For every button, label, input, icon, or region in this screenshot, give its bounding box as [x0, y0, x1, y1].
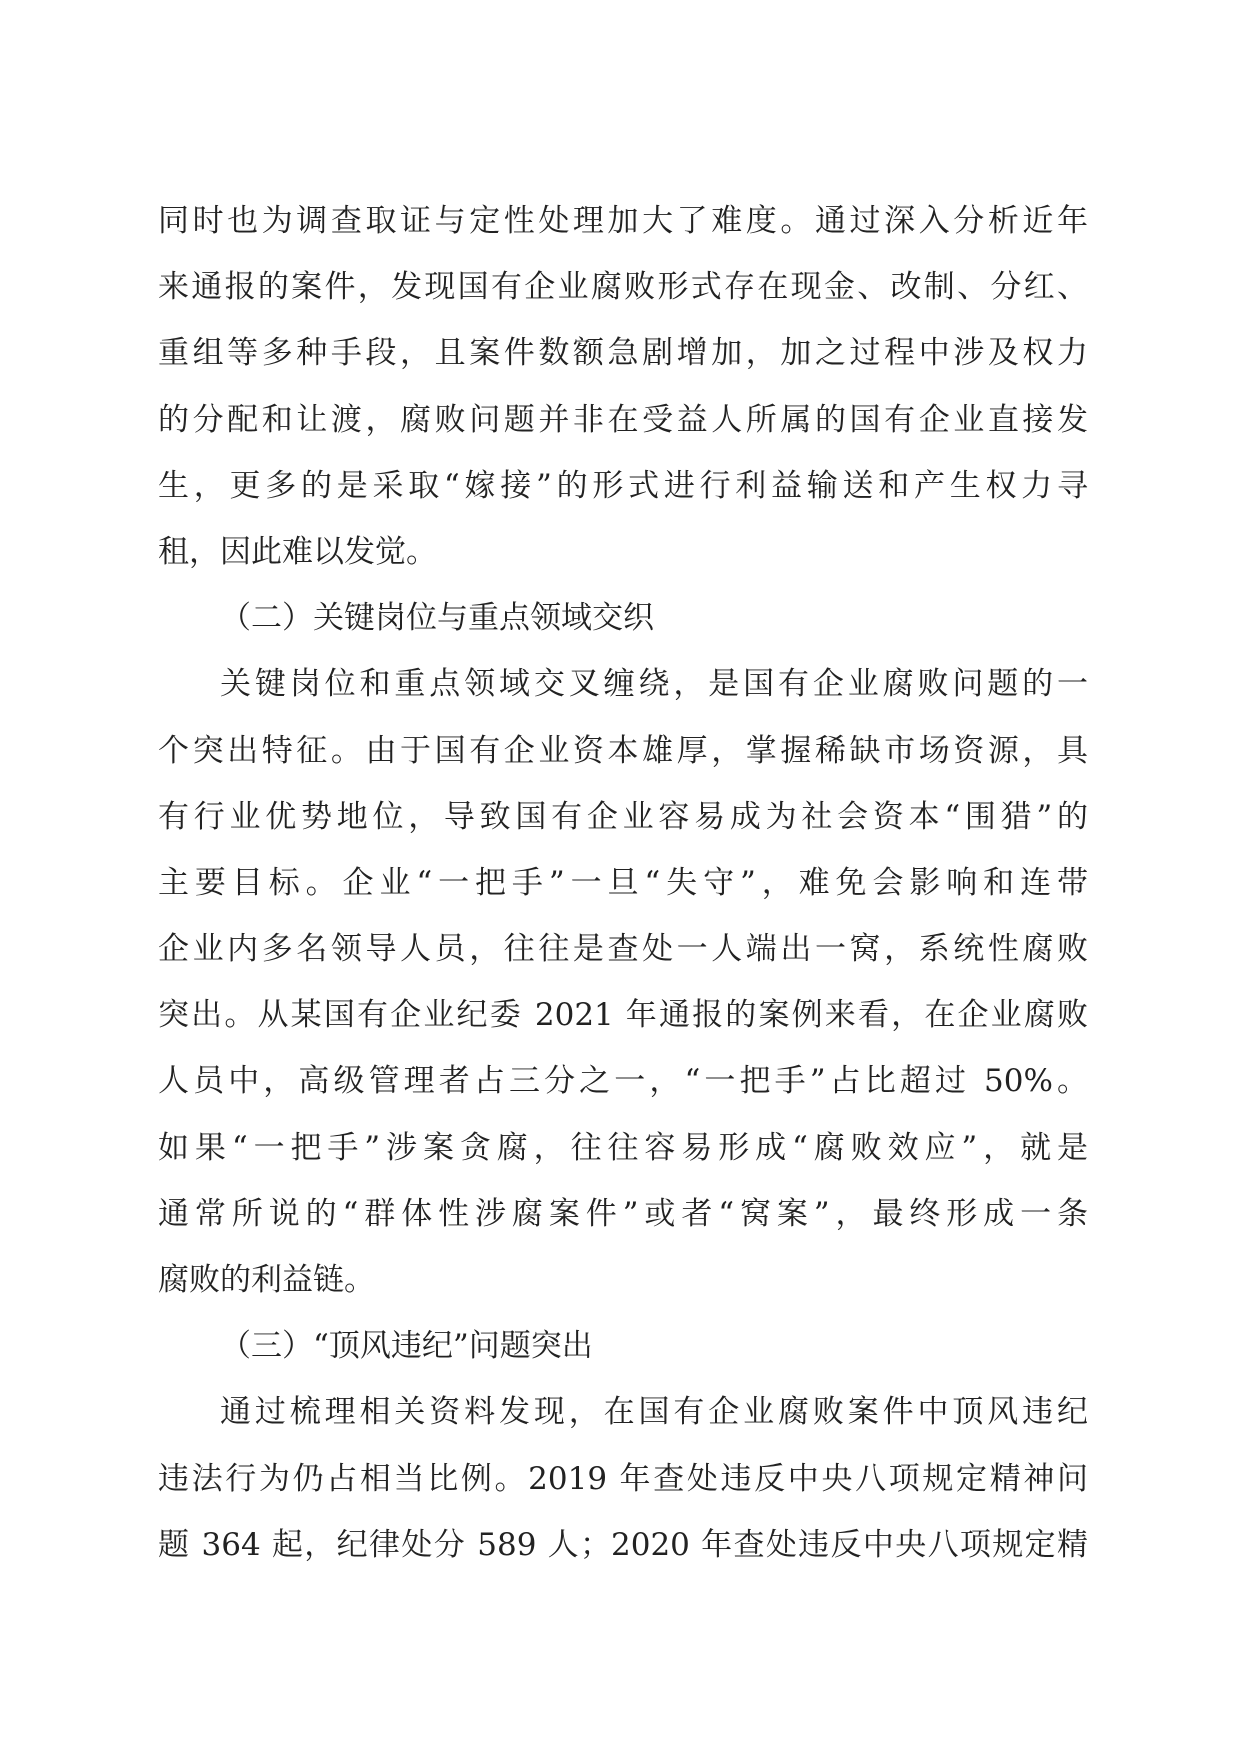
section-heading: （二）关键岗位与重点领域交织 [220, 600, 654, 637]
section-heading: （三）“顶风违纪”问题突出 [220, 1328, 593, 1365]
body-line: 人员中，高级管理者占三分之一，“一把手”占比超过 50%。 [158, 1063, 1088, 1100]
body-line: 租，因此难以发觉。 [158, 533, 437, 570]
body-line: 通常所说的“群体性涉腐案件”或者“窝案”，最终形成一条 [158, 1195, 1088, 1232]
body-line: 通过梳理相关资料发现，在国有企业腐败案件中顶风违纪 [220, 1394, 1088, 1431]
body-line: 如果“一把手”涉案贪腐，往往容易形成“腐败效应”，就是 [158, 1129, 1088, 1166]
document-body [158, 188, 1088, 1578]
body-line: 腐败的利益链。 [158, 1262, 375, 1298]
body-line: 违法行为仍占相当比例。2019 年查处违反中央八项规定精神问 [158, 1460, 1088, 1497]
body-line: 题 364 起，纪律处分 589 人；2020 年查处违反中央八项规定精 [158, 1526, 1088, 1563]
body-line: 个突出特征。由于国有企业资本雄厚，掌握稀缺市场资源，具 [158, 732, 1088, 769]
body-line: 主要目标。企业“一把手”一旦“失守”，难免会影响和连带 [158, 864, 1088, 901]
body-line: 的分配和让渡，腐败问题并非在受益人所属的国有企业直接发 [158, 401, 1088, 438]
body-line: 来通报的案件，发现国有企业腐败形式存在现金、改制、分红、 [158, 269, 1088, 306]
body-line: 生，更多的是采取“嫁接”的形式进行利益输送和产生权力寻 [158, 467, 1088, 504]
body-line: 突出。从某国有企业纪委 2021 年通报的案例来看，在企业腐败 [158, 997, 1088, 1034]
body-line: 有行业优势地位，导致国有企业容易成为社会资本“围猎”的 [158, 798, 1088, 835]
body-line: 重组等多种手段，且案件数额急剧增加，加之过程中涉及权力 [158, 335, 1088, 372]
body-line: 企业内多名领导人员，往往是查处一人端出一窝，系统性腐败 [158, 931, 1088, 968]
body-line: 关键岗位和重点领域交叉缠绕，是国有企业腐败问题的一 [220, 666, 1088, 703]
body-line: 同时也为调查取证与定性处理加大了难度。通过深入分析近年 [158, 203, 1088, 239]
